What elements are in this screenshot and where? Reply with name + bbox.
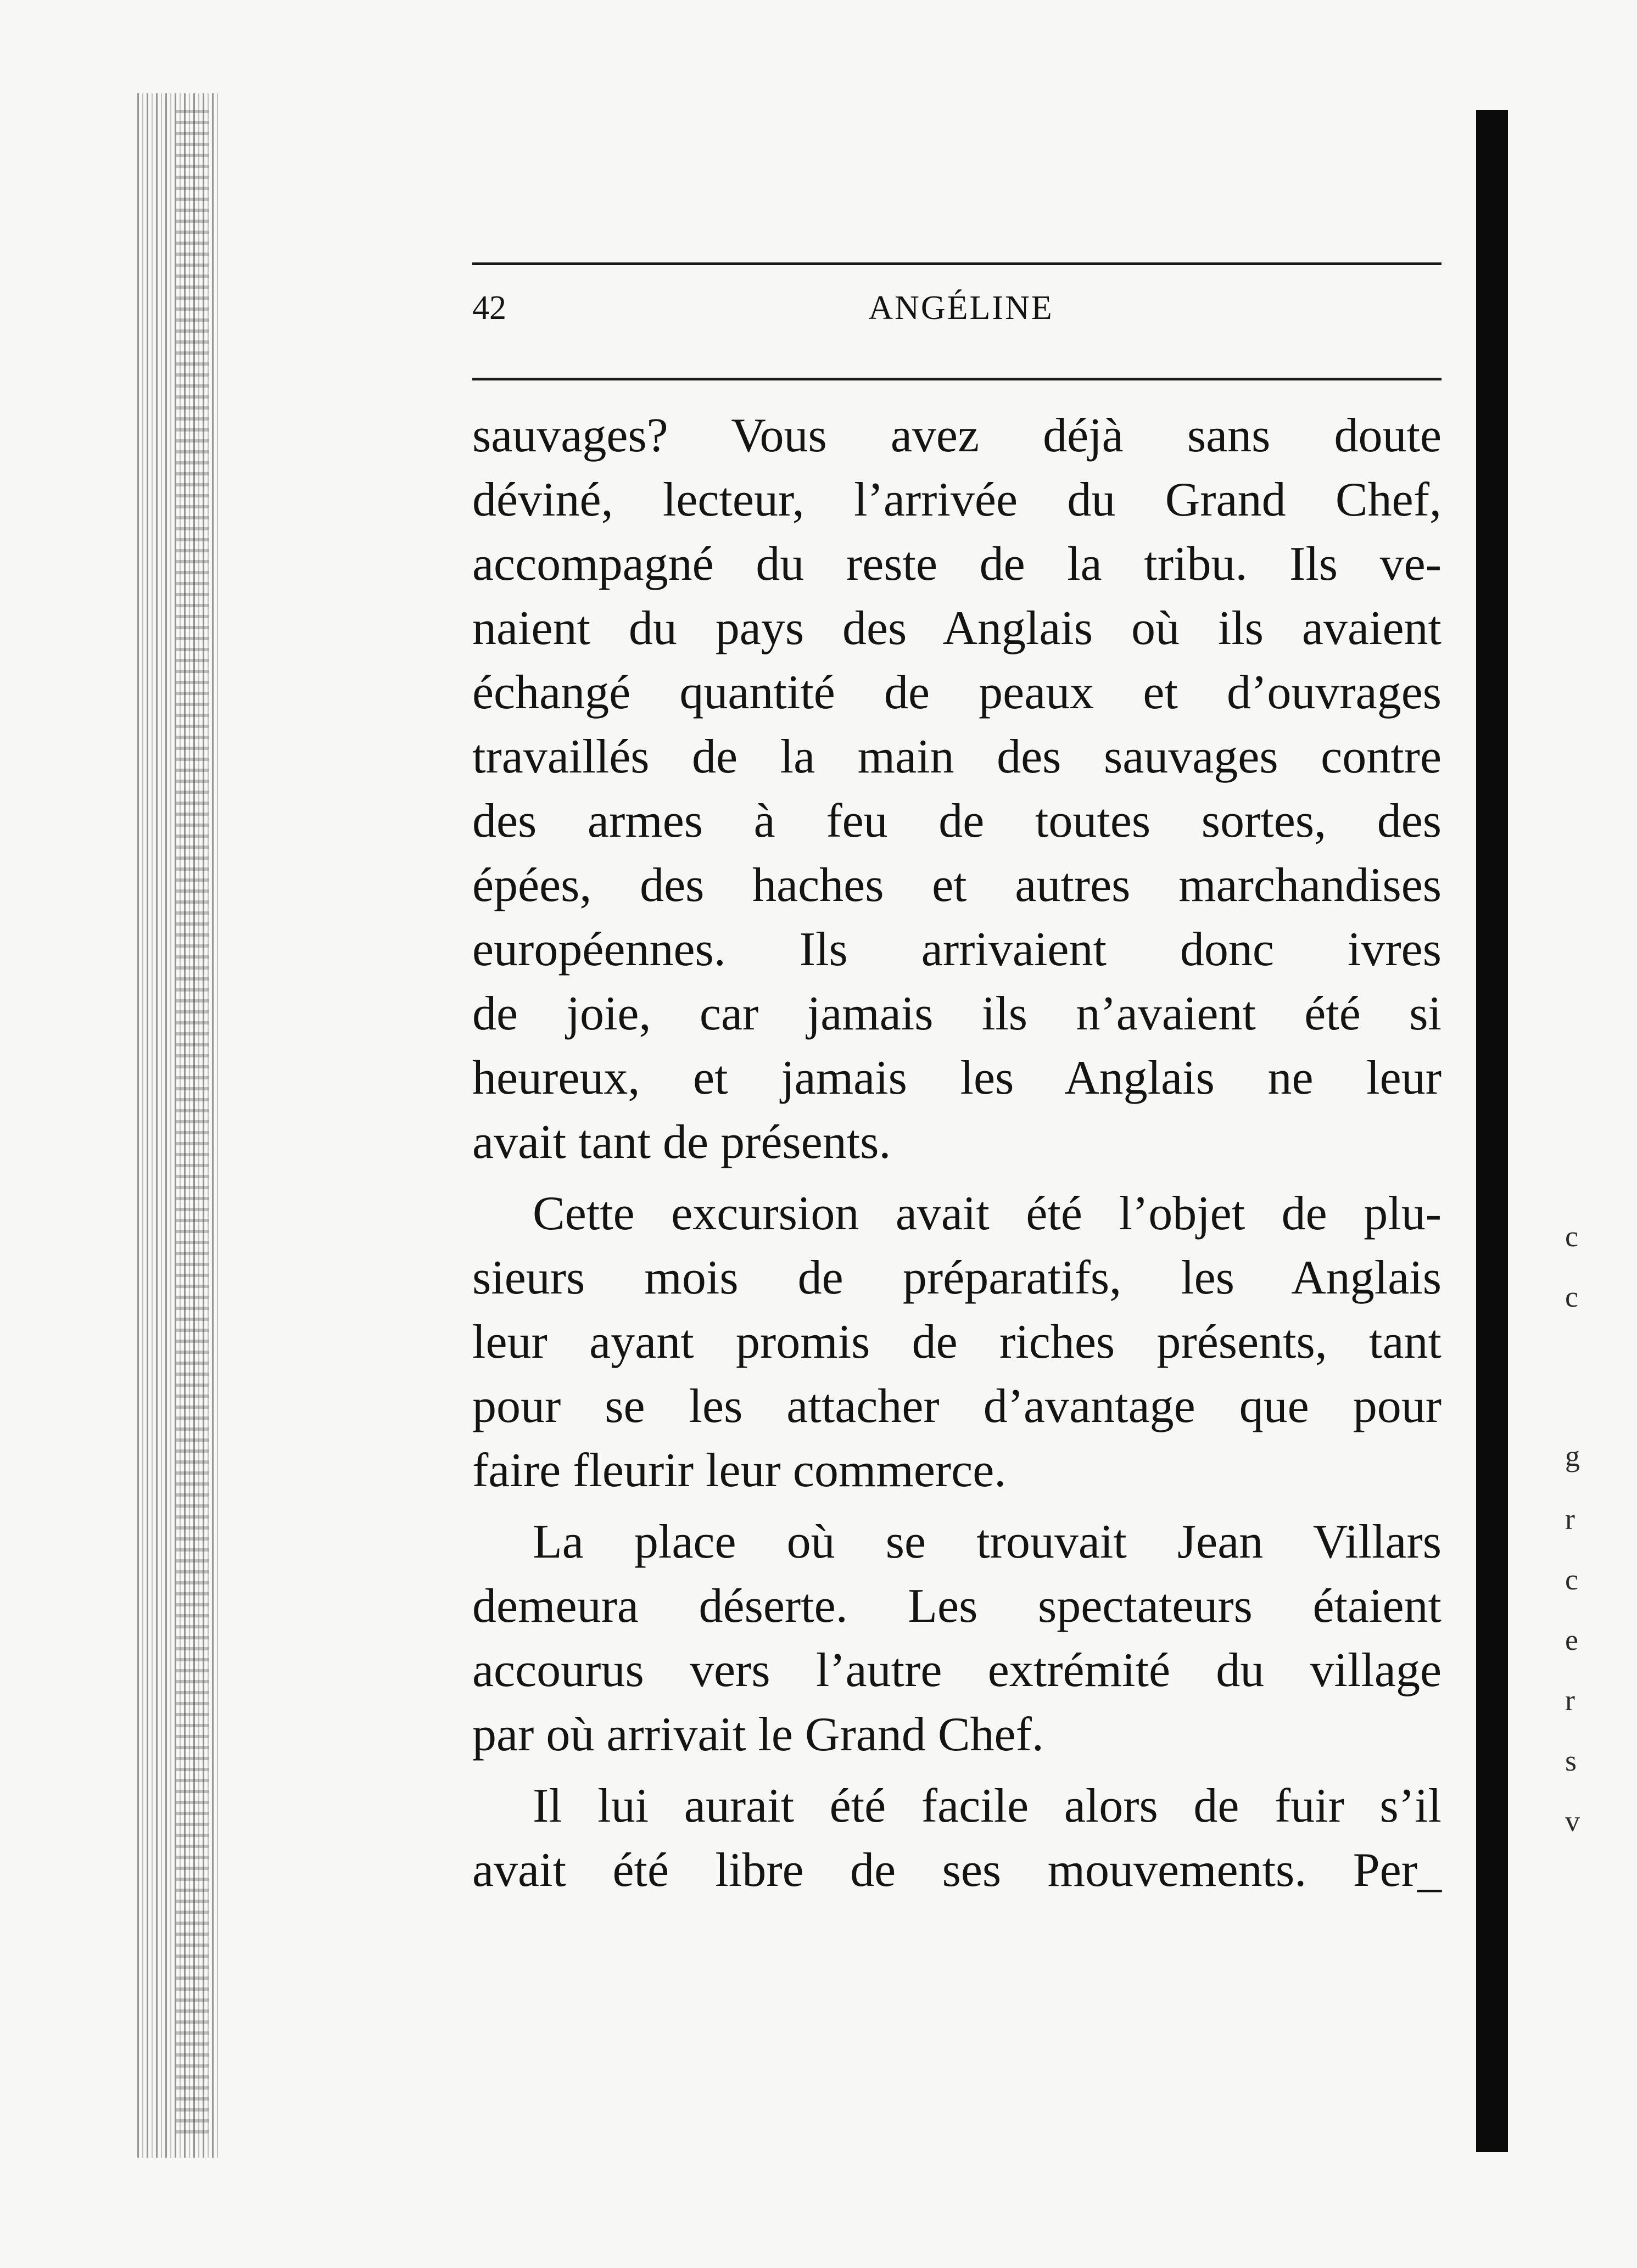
bleed-through-letter: c: [1565, 1220, 1578, 1253]
header-rule-top: [472, 262, 1442, 265]
scanned-binding-shadow: [176, 110, 209, 2141]
paragraph-gap: [472, 1767, 1442, 1774]
page-number: 42: [472, 289, 506, 327]
running-title: ANGÉLINE: [868, 289, 1054, 327]
text-line: accourus vers l’autre extrémité du village: [472, 1644, 1442, 1697]
text-line: leur ayant promis de riches présents, tant: [472, 1315, 1442, 1369]
bleed-through-letter: e: [1565, 1623, 1578, 1656]
text-line: de joie, car jamais ils n’avaient été si: [472, 987, 1442, 1040]
text-line: Il lui aurait été facile alors de fuir s’il: [533, 1779, 1442, 1833]
bleed-through-letter: r: [1565, 1684, 1575, 1717]
text-line: travaillés de la main des sauvages contre: [472, 730, 1442, 783]
paragraph-gap: [472, 1174, 1442, 1181]
bleed-through-letter: c: [1565, 1280, 1578, 1313]
text-line: pour se les attacher d’avantage que pour: [472, 1380, 1442, 1433]
text-line: déviné, lecteur, l’arrivée du Grand Chef,: [472, 473, 1442, 527]
text-line: accompagné du reste de la tribu. Ils ve-: [472, 537, 1442, 591]
paragraph-2: [472, 1181, 1442, 1503]
text-line: avait tant de présents.: [472, 1116, 891, 1169]
text-line: sieurs mois de préparatifs, les Anglais: [472, 1251, 1442, 1304]
text-line: heureux, et jamais les Anglais ne leur: [472, 1051, 1442, 1105]
bleed-through-letter: r: [1565, 1503, 1575, 1536]
bleed-through-letter: g: [1565, 1440, 1580, 1472]
bleed-through-letter: v: [1565, 1805, 1580, 1838]
body-text: [472, 404, 1442, 1902]
text-line: Cette excursion avait été l’objet de plu-: [533, 1187, 1442, 1240]
bleed-through-letter: c: [1565, 1563, 1578, 1596]
text-line: échangé quantité de peaux et d’ouvrages: [472, 666, 1442, 719]
paragraph-3: [472, 1510, 1442, 1767]
text-line: sauvages? Vous avez déjà sans doute: [472, 409, 1442, 462]
text-line: naient du pays des Anglais où ils avaient: [472, 602, 1442, 655]
text-line: demeura déserte. Les spectateurs étaient: [472, 1580, 1442, 1633]
text-line: avait été libre de ses mouvements. Per_: [472, 1844, 1442, 1897]
paragraph-4: [472, 1774, 1442, 1902]
header-rule-bottom: [472, 378, 1442, 380]
text-line: épées, des haches et autres marchandises: [472, 859, 1442, 912]
text-line: des armes à feu de toutes sortes, des: [472, 794, 1442, 848]
bleed-through-letter: s: [1565, 1744, 1577, 1777]
paragraph-1: [472, 404, 1442, 1174]
page-edge-bar: [1476, 110, 1508, 2152]
text-line: européennes. Ils arrivaient donc ivres: [472, 923, 1442, 976]
text-line: par où arrivait le Grand Chef.: [472, 1708, 1044, 1761]
text-line: faire fleurir leur commerce.: [472, 1444, 1007, 1497]
text-line: La place où se trouvait Jean Villars: [533, 1515, 1442, 1569]
paragraph-gap: [472, 1503, 1442, 1510]
